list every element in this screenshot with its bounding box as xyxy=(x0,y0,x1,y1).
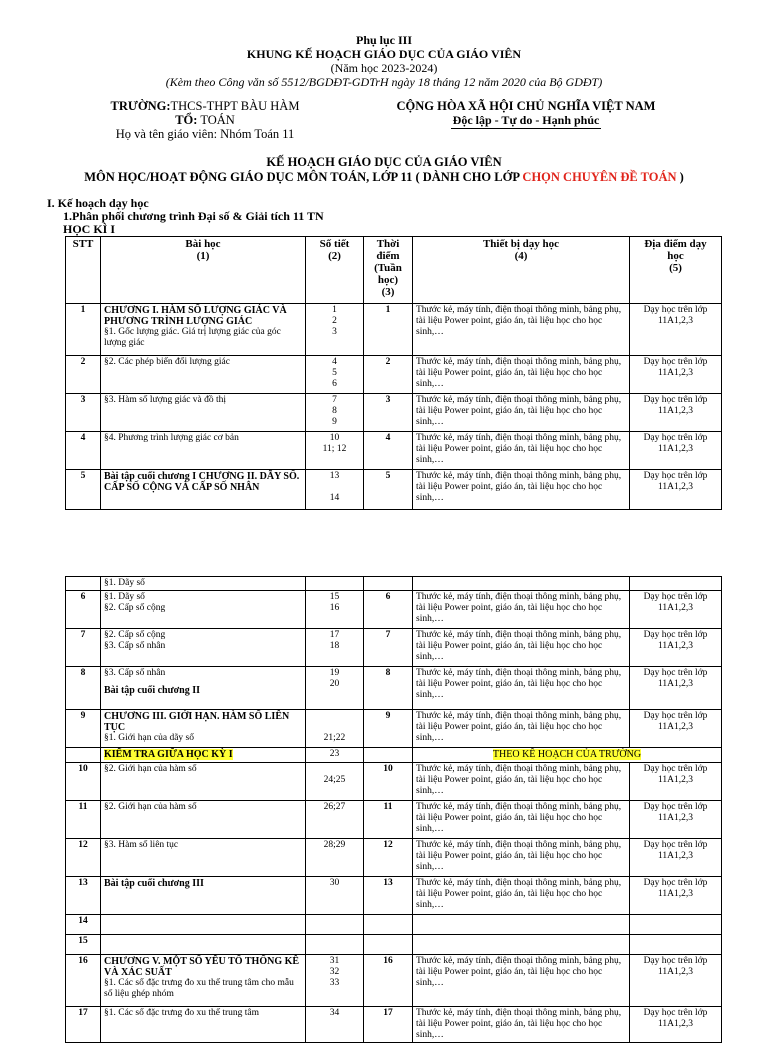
cell-place xyxy=(630,577,722,591)
period-number: 3 xyxy=(332,327,337,337)
table-row xyxy=(66,839,722,877)
cell-time: 16 xyxy=(364,955,413,1007)
cell-time: 8 xyxy=(364,667,413,710)
lesson-title: §1. Giới hạn của dãy số xyxy=(104,733,194,743)
term-heading: HỌC KÌ I xyxy=(63,222,116,236)
subsection-heading: 1.Phân phối chương trình Đại số & Giải tích 11 TN xyxy=(63,209,324,223)
period-number: 6 xyxy=(332,379,337,389)
cell-lesson xyxy=(101,839,306,877)
cell-equipment: Thước kẻ, máy tính, điện thoại thông minh, bảng phụ, tài liệu Power point, giáo án, tài liệu học cho học sinh,… xyxy=(413,394,630,432)
table-row xyxy=(66,629,722,667)
cell-periods xyxy=(306,432,364,470)
table-row xyxy=(66,356,722,394)
cell-place: Dạy học trên lớp 11A1,2,3 xyxy=(630,877,722,915)
cell-equipment xyxy=(413,915,630,935)
cell-place xyxy=(630,935,722,955)
cell-place: Dạy học trên lớp 11A1,2,3 xyxy=(630,432,722,470)
period-number: 33 xyxy=(329,978,340,988)
cell-stt: 9 xyxy=(66,710,101,748)
table-body-part2 xyxy=(66,577,722,1043)
cell-equipment: Thước kẻ, máy tính, điện thoại thông minh, bảng phụ, tài liệu Power point, giáo án, tài liệu học cho học sinh,… xyxy=(413,304,630,356)
cell-lesson xyxy=(101,470,306,510)
school-plan-label: THEO KẾ HOẠCH CỦA TRƯỜNG xyxy=(492,749,642,760)
lesson-title: §2. Các phép biến đổi lượng giác xyxy=(104,357,230,367)
cell-lesson xyxy=(101,915,306,935)
group-name: TOÁN xyxy=(197,113,235,127)
chapter-title: CHƯƠNG III. GIỚI HẠN. HÀM SỐ LIÊN TỤC xyxy=(104,711,290,733)
nation-info xyxy=(396,99,656,129)
chapter-title: CHƯƠNG V. MỘT SỐ YẾU TỐ THỐNG KÊ VÀ XÁC SUẤT xyxy=(104,956,300,978)
cell-place: Dạy học trên lớp 11A1,2,3 xyxy=(630,1007,722,1043)
school-info xyxy=(100,99,310,141)
period-number: 8 xyxy=(332,406,337,416)
table-row xyxy=(66,877,722,915)
table-row xyxy=(66,667,722,710)
cell-stt: 14 xyxy=(66,915,101,935)
cell-stt: 13 xyxy=(66,877,101,915)
lesson-title: §3. Hàm số liên tục xyxy=(104,840,179,850)
school-year: (Năm học 2023-2024) xyxy=(330,61,438,75)
cell-place: Dạy học trên lớp 11A1,2,3 xyxy=(630,591,722,629)
plan-title-block xyxy=(0,155,768,185)
cell-periods xyxy=(306,955,364,1007)
cell-place: Dạy học trên lớp 11A1,2,3 xyxy=(630,470,722,510)
cell-periods xyxy=(306,629,364,667)
cell-equipment xyxy=(413,577,630,591)
cell-stt xyxy=(66,577,101,591)
table-row xyxy=(66,304,722,356)
plan-subtitle-text: MÔN HỌC/HOẠT ĐỘNG GIÁO DỤC MÔN TOÁN, LỚP 11 ( DÀNH CHO LỚP xyxy=(84,170,523,184)
cell-lesson xyxy=(101,710,306,748)
cell-place: Dạy học trên lớp 11A1,2,3 xyxy=(630,304,722,356)
period-number: 28;29 xyxy=(323,840,346,850)
cell-time: 12 xyxy=(364,839,413,877)
cell-time xyxy=(364,577,413,591)
lesson-title: §1. Dãy số xyxy=(104,578,145,588)
cell-stt: 10 xyxy=(66,763,101,801)
table-row xyxy=(66,1007,722,1043)
header-equipment: Thiết bị dạy học (4) xyxy=(413,237,630,304)
period-number: 11; 12 xyxy=(322,444,347,454)
cell-stt: 1 xyxy=(66,304,101,356)
section-heading: I. Kế hoạch dạy học xyxy=(47,196,149,210)
period-number: 17 xyxy=(329,630,340,640)
cell-stt: 17 xyxy=(66,1007,101,1043)
attached-note: (Kèm theo Công văn số 5512/BGDĐT-GDTrH ngày 18 tháng 12 năm 2020 của Bộ GDĐT) xyxy=(165,75,603,89)
motto-underline xyxy=(451,128,601,129)
cell-lesson xyxy=(101,629,306,667)
chapter-title: Bài tập cuối chương I CHƯƠNG II. DÃY SỐ. CẤP SỐ CỘNG VÀ CẤP SỐ NHÂN xyxy=(104,471,300,493)
cell-time: 4 xyxy=(364,432,413,470)
cell-equipment: Thước kẻ, máy tính, điện thoại thông minh, bảng phụ, tài liệu Power point, giáo án, tài liệu học cho học sinh,… xyxy=(413,710,630,748)
schedule-table-part1 xyxy=(65,236,722,510)
header-stt: STT xyxy=(66,237,101,304)
cell-stt: 7 xyxy=(66,629,101,667)
cell-periods xyxy=(306,1007,364,1043)
table-header-row xyxy=(66,237,722,304)
cell-lesson xyxy=(101,356,306,394)
table-row xyxy=(66,915,722,935)
cell-time: 6 xyxy=(364,591,413,629)
cell-periods xyxy=(306,667,364,710)
cell-periods xyxy=(306,935,364,955)
period-number xyxy=(309,711,360,722)
cell-lesson xyxy=(101,748,306,763)
cell-place: Dạy học trên lớp 11A1,2,3 xyxy=(630,801,722,839)
cell-time: 9 xyxy=(364,710,413,748)
lesson-title: §3. Cấp số nhân xyxy=(104,668,166,678)
period-number: 34 xyxy=(329,1008,340,1018)
cell-periods xyxy=(306,591,364,629)
cell-periods xyxy=(306,748,364,763)
period-number xyxy=(309,722,360,733)
cell-periods xyxy=(306,915,364,935)
header-time: Thời điểm (Tuần học) (3) xyxy=(364,237,413,304)
cell-stt: 16 xyxy=(66,955,101,1007)
cell-lesson xyxy=(101,877,306,915)
period-number: 14 xyxy=(329,493,340,503)
nation-motto: Độc lập - Tự do - Hạnh phúc xyxy=(452,113,600,127)
cell-time xyxy=(364,915,413,935)
period-number: 31 xyxy=(329,956,340,966)
period-number: 32 xyxy=(329,967,340,977)
lesson-title: §3. Hàm số lượng giác và đồ thị xyxy=(104,395,227,405)
frame-title: KHUNG KẾ HOẠCH GIÁO DỤC CỦA GIÁO VIÊN xyxy=(246,47,522,61)
period-number: 30 xyxy=(329,878,340,888)
plan-subtitle-highlight: CHỌN CHUYÊN ĐỀ TOÁN xyxy=(522,170,677,184)
header-block xyxy=(0,33,768,89)
period-number: 15 xyxy=(329,592,340,602)
cell-place: Dạy học trên lớp 11A1,2,3 xyxy=(630,629,722,667)
cell-lesson xyxy=(101,667,306,710)
lesson-title: §1. Các số đặc trưng đo xu thế trung tâm xyxy=(104,1008,260,1018)
cell-place xyxy=(630,915,722,935)
lesson-title: §1. Gốc lượng giác. Giá trị lượng giác của góc lượng giác xyxy=(104,327,281,348)
school-name: THCS-THPT BÀU HÀM xyxy=(170,99,300,113)
cell-time xyxy=(364,935,413,955)
chapter-title: CHƯƠNG I. HÀM SỐ LƯỢNG GIÁC VÀ PHƯƠNG TRÌNH LƯỢNG GIÁC xyxy=(104,305,287,327)
table-row xyxy=(66,470,722,510)
table-row xyxy=(66,955,722,1007)
cell-equipment: Thước kẻ, máy tính, điện thoại thông minh, bảng phụ, tài liệu Power point, giáo án, tài liệu học cho học sinh,… xyxy=(413,801,630,839)
cell-equipment: Thước kẻ, máy tính, điện thoại thông minh, bảng phụ, tài liệu Power point, giáo án, tài liệu học cho học sinh,… xyxy=(413,356,630,394)
cell-place: Dạy học trên lớp 11A1,2,3 xyxy=(630,839,722,877)
lesson-title: §1. Dãy số xyxy=(104,592,145,602)
cell-equipment: Thước kẻ, máy tính, điện thoại thông minh, bảng phụ, tài liệu Power point, giáo án, tài liệu học cho học sinh,… xyxy=(413,955,630,1007)
header-periods: Số tiết (2) xyxy=(306,237,364,304)
period-number: 4 xyxy=(332,357,337,367)
cell-time: 3 xyxy=(364,394,413,432)
cell-time: 7 xyxy=(364,629,413,667)
cell-lesson xyxy=(101,763,306,801)
period-number: 1 xyxy=(332,305,337,315)
cell-stt: 5 xyxy=(66,470,101,510)
cell-time: 13 xyxy=(364,877,413,915)
plan-title: KẾ HOẠCH GIÁO DỤC CỦA GIÁO VIÊN xyxy=(266,155,502,169)
period-number: 9 xyxy=(332,417,337,427)
cell-stt: 4 xyxy=(66,432,101,470)
cell-periods xyxy=(306,839,364,877)
cell-stt: 8 xyxy=(66,667,101,710)
cell-time: 10 xyxy=(364,763,413,801)
period-number: 19 xyxy=(329,668,340,678)
table-row xyxy=(66,801,722,839)
cell-equipment: Thước kẻ, máy tính, điện thoại thông minh, bảng phụ, tài liệu Power point, giáo án, tài liệu học cho học sinh,… xyxy=(413,877,630,915)
cell-periods xyxy=(306,577,364,591)
period-number: 21;22 xyxy=(323,733,346,743)
cell-time: 1 xyxy=(364,304,413,356)
period-number: 7 xyxy=(332,395,337,405)
cell-place: Dạy học trên lớp 11A1,2,3 xyxy=(630,356,722,394)
cell-place: Dạy học trên lớp 11A1,2,3 xyxy=(630,394,722,432)
table-body-part1 xyxy=(66,304,722,510)
period-number: 13 xyxy=(329,471,340,481)
cell-place: Dạy học trên lớp 11A1,2,3 xyxy=(630,710,722,748)
schedule-table-part2 xyxy=(65,576,722,1043)
cell-periods xyxy=(306,763,364,801)
cell-equipment: Thước kẻ, máy tính, điện thoại thông minh, bảng phụ, tài liệu Power point, giáo án, tài liệu học cho học sinh,… xyxy=(413,1007,630,1043)
cell-stt: 12 xyxy=(66,839,101,877)
table-row xyxy=(66,935,722,955)
period-number: 10 xyxy=(329,433,340,443)
cell-equipment: Thước kẻ, máy tính, điện thoại thông minh, bảng phụ, tài liệu Power point, giáo án, tài liệu học cho học sinh,… xyxy=(413,432,630,470)
plan-subtitle-end: ) xyxy=(676,170,684,184)
cell-periods xyxy=(306,877,364,915)
table-row xyxy=(66,432,722,470)
cell-lesson xyxy=(101,304,306,356)
nation-name: CỘNG HÒA XÃ HỘI CHỦ NGHĨA VIỆT NAM xyxy=(396,99,656,113)
lesson-title: §2. Cấp số cộng xyxy=(104,630,166,640)
appendix-title: Phụ lục III xyxy=(355,33,413,47)
teacher-line: Họ và tên giáo viên: Nhóm Toán 11 xyxy=(115,127,295,141)
cell-time: 5 xyxy=(364,470,413,510)
lesson-title: §1. Các số đặc trưng đo xu thế trung tâm cho mẫu số liệu ghép nhóm xyxy=(104,978,294,999)
cell-time: 2 xyxy=(364,356,413,394)
lesson-title: §2. Cấp số cộng xyxy=(104,603,166,613)
period-number: 2 xyxy=(332,316,337,326)
cell-stt: 3 xyxy=(66,394,101,432)
lesson-title: §2. Giới hạn của hàm số xyxy=(104,764,197,774)
period-number: 24;25 xyxy=(323,775,346,785)
period-number: 16 xyxy=(329,603,340,613)
lesson-title: §2. Giới hạn của hàm số xyxy=(104,802,197,812)
table-row xyxy=(66,763,722,801)
cell-equipment: Thước kẻ, máy tính, điện thoại thông minh, bảng phụ, tài liệu Power point, giáo án, tài liệu học cho học sinh,… xyxy=(413,839,630,877)
period-number: 26;27 xyxy=(323,802,346,812)
period-number: 23 xyxy=(329,749,340,759)
cell-lesson xyxy=(101,935,306,955)
cell-lesson xyxy=(101,955,306,1007)
school-label: TRƯỜNG: xyxy=(110,99,171,113)
midterm-label: KIỂM TRA GIỮA HỌC KỲ I xyxy=(104,749,233,760)
cell-periods xyxy=(306,304,364,356)
period-number: 18 xyxy=(329,641,340,651)
header-place: Địa điểm dạy học (5) xyxy=(630,237,722,304)
cell-stt: 11 xyxy=(66,801,101,839)
table-row xyxy=(66,577,722,591)
cell-lesson xyxy=(101,591,306,629)
cell-time: 11 xyxy=(364,801,413,839)
cell-stt: 15 xyxy=(66,935,101,955)
cell-lesson xyxy=(101,577,306,591)
cell-stt: 6 xyxy=(66,591,101,629)
cell-place: Dạy học trên lớp 11A1,2,3 xyxy=(630,667,722,710)
cell-lesson xyxy=(101,432,306,470)
cell-stt xyxy=(66,748,101,763)
cell-periods xyxy=(306,394,364,432)
cell-lesson xyxy=(101,394,306,432)
lesson-title: §3. Cấp số nhân xyxy=(104,641,166,651)
chapter-title: Bài tập cuối chương III xyxy=(104,878,204,889)
cell-place: Dạy học trên lớp 11A1,2,3 xyxy=(630,763,722,801)
table-row xyxy=(66,710,722,748)
table-row xyxy=(66,394,722,432)
table-row xyxy=(66,748,722,763)
cell-equipment xyxy=(413,935,630,955)
period-number: 20 xyxy=(329,679,340,689)
cell-equipment: Thước kẻ, máy tính, điện thoại thông minh, bảng phụ, tài liệu Power point, giáo án, tài liệu học cho học sinh,… xyxy=(413,763,630,801)
cell-equipment: Thước kẻ, máy tính, điện thoại thông minh, bảng phụ, tài liệu Power point, giáo án, tài liệu học cho học sinh,… xyxy=(413,629,630,667)
cell-stt: 2 xyxy=(66,356,101,394)
cell-lesson xyxy=(101,801,306,839)
cell-time: 17 xyxy=(364,1007,413,1043)
period-number xyxy=(309,482,360,493)
cell-equipment: Thước kẻ, máy tính, điện thoại thông minh, bảng phụ, tài liệu Power point, giáo án, tài liệu học cho học sinh,… xyxy=(413,591,630,629)
header-lesson: Bài học (1) xyxy=(101,237,306,304)
period-number: 5 xyxy=(332,368,337,378)
plan-subtitle xyxy=(0,170,768,185)
cell-place: Dạy học trên lớp 11A1,2,3 xyxy=(630,955,722,1007)
table-row xyxy=(66,591,722,629)
cell-periods xyxy=(306,710,364,748)
chapter-review: Bài tập cuối chương II xyxy=(104,685,201,696)
cell-school-plan xyxy=(413,748,722,763)
group-label: TỔ: xyxy=(175,113,198,127)
cell-periods xyxy=(306,356,364,394)
cell-time xyxy=(364,748,413,763)
cell-equipment: Thước kẻ, máy tính, điện thoại thông minh, bảng phụ, tài liệu Power point, giáo án, tài liệu học cho học sinh,… xyxy=(413,667,630,710)
cell-periods xyxy=(306,470,364,510)
period-number xyxy=(309,764,360,775)
lesson-title: §4. Phương trình lượng giác cơ bản xyxy=(104,433,239,443)
cell-equipment: Thước kẻ, máy tính, điện thoại thông minh, bảng phụ, tài liệu Power point, giáo án, tài liệu học cho học sinh,… xyxy=(413,470,630,510)
cell-periods xyxy=(306,801,364,839)
cell-lesson xyxy=(101,1007,306,1043)
